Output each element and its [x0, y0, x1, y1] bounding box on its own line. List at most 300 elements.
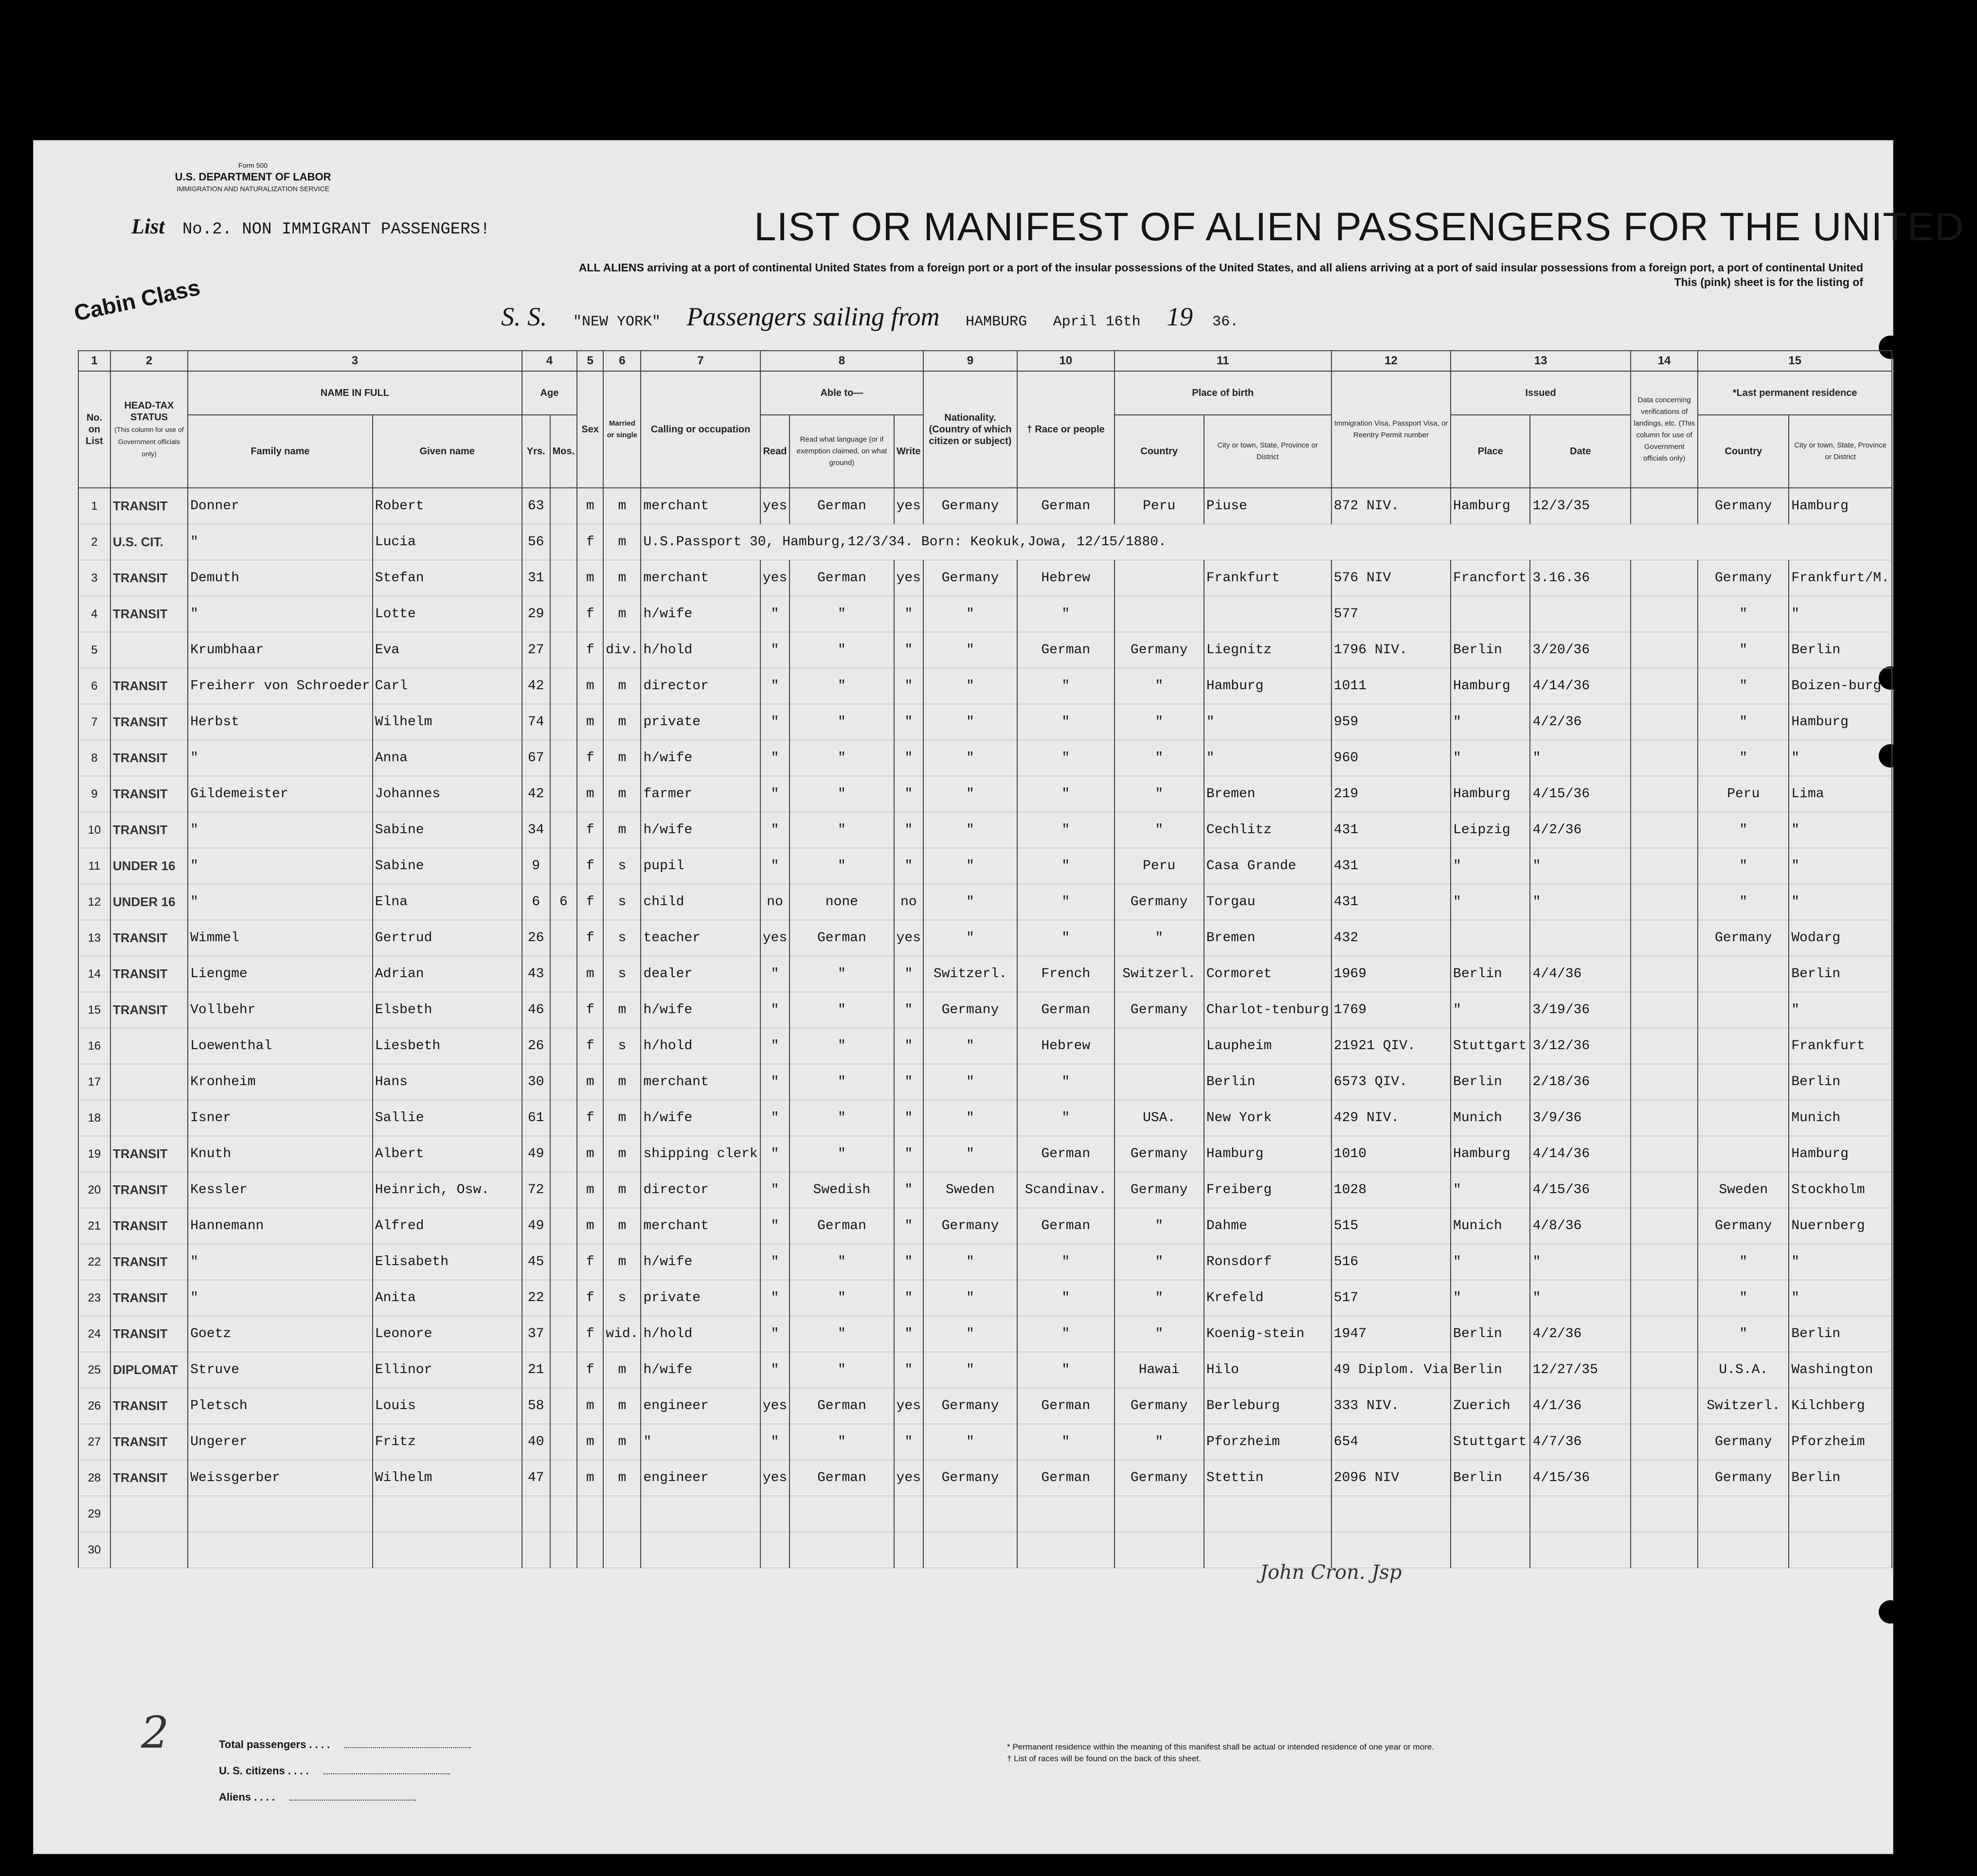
given-name: Sabine: [373, 812, 522, 848]
issued-place: Munich: [1451, 1208, 1530, 1244]
residence-city: Hamburg: [1789, 488, 1892, 524]
birth-country: ": [1114, 1244, 1204, 1280]
visa-number: [1331, 1496, 1451, 1532]
race: Scandinav.: [1017, 1172, 1114, 1208]
can-write: ": [894, 740, 923, 776]
can-write: ": [894, 1280, 923, 1316]
visa-number: 431: [1331, 812, 1451, 848]
head-tax-status: TRANSIT: [110, 1460, 188, 1496]
residence-city: Pforzheim: [1789, 1424, 1892, 1460]
list-label: List: [131, 214, 165, 238]
can-read: ": [760, 668, 790, 704]
issued-date: 4/14/36: [1530, 1136, 1631, 1172]
hdr-name-in-full: NAME IN FULL: [188, 371, 522, 415]
given-name: Stefan: [373, 560, 522, 596]
head-tax-status: DIPLOMAT: [110, 1352, 188, 1388]
family-name: Liengme: [188, 956, 373, 992]
table-row: [78, 1172, 1892, 1208]
hdr-yrs: Yrs.: [522, 415, 550, 488]
nationality: Germany: [923, 560, 1017, 596]
nationality: ": [923, 1316, 1017, 1352]
head-tax-status: TRANSIT: [110, 1208, 188, 1244]
residence-city: Hamburg: [1789, 1136, 1892, 1172]
issued-place: Zuerich: [1451, 1388, 1530, 1424]
age-months: [550, 740, 577, 776]
occupation: h/hold: [641, 632, 760, 668]
hdr-landing-data: Data concerning verifications of landings, etc. (This column for use of Government officials only): [1631, 371, 1698, 488]
can-read: yes: [760, 560, 790, 596]
race: ": [1017, 668, 1114, 704]
read-language: ": [790, 704, 894, 740]
sex: f: [577, 632, 603, 668]
occupation: h/wife: [641, 1244, 760, 1280]
sex: f: [577, 1100, 603, 1136]
race: Hebrew: [1017, 1028, 1114, 1064]
age-years: [522, 1532, 550, 1568]
issued-date: 3/9/36: [1530, 1100, 1631, 1136]
age-months: [550, 1208, 577, 1244]
sex: m: [577, 488, 603, 524]
nationality: ": [923, 848, 1017, 884]
issued-place: Berlin: [1451, 1352, 1530, 1388]
age-years: 56: [522, 524, 550, 560]
age-years: 74: [522, 704, 550, 740]
can-write: ": [894, 812, 923, 848]
occupation: dealer: [641, 956, 760, 992]
age-months: [550, 704, 577, 740]
issued-place: ": [1451, 1280, 1530, 1316]
hdr-no-on-list: No. on List: [78, 371, 110, 488]
can-write: ": [894, 992, 923, 1028]
nationality: [923, 1496, 1017, 1532]
issued-place: Hamburg: [1451, 1136, 1530, 1172]
given-name: Carl: [373, 668, 522, 704]
nationality: ": [923, 1028, 1017, 1064]
birth-city: [1204, 1496, 1331, 1532]
can-read: ": [760, 1064, 790, 1100]
read-language: ": [790, 956, 894, 992]
residence-country: Germany: [1698, 1460, 1789, 1496]
issued-place: ": [1451, 704, 1530, 740]
visa-number: 1769: [1331, 992, 1451, 1028]
residence-country: [1698, 1028, 1789, 1064]
head-tax-status: TRANSIT: [110, 1136, 188, 1172]
visa-number: 576 NIV: [1331, 560, 1451, 596]
marital-status: s: [603, 956, 641, 992]
read-language: ": [790, 668, 894, 704]
occupation: merchant: [641, 560, 760, 596]
can-read: ": [760, 1208, 790, 1244]
age-years: 63: [522, 488, 550, 524]
residence-city: Munich: [1789, 1100, 1892, 1136]
issued-date: ": [1530, 1244, 1631, 1280]
residence-country: U.S.A.: [1698, 1352, 1789, 1388]
landing-data: [1631, 992, 1698, 1028]
table-row: [78, 776, 1892, 812]
issued-date: 4/4/36: [1530, 956, 1631, 992]
given-name: Elisabeth: [373, 1244, 522, 1280]
nationality: ": [923, 920, 1017, 956]
birth-country: Germany: [1114, 992, 1204, 1028]
residence-country: ": [1698, 1316, 1789, 1352]
occupation: h/wife: [641, 740, 760, 776]
nationality: ": [923, 1424, 1017, 1460]
read-language: ": [790, 1352, 894, 1388]
head-tax-status: TRANSIT: [110, 560, 188, 596]
occupation: child: [641, 884, 760, 920]
head-tax-status: UNDER 16: [110, 848, 188, 884]
given-name: Alfred: [373, 1208, 522, 1244]
issued-date: 4/15/36: [1530, 1172, 1631, 1208]
footnote-residence: * Permanent residence within the meaning of this manifest shall be actual or intended residence of one year or more.: [1007, 1742, 1434, 1751]
given-name: Sabine: [373, 848, 522, 884]
issued-place: Stuttgart: [1451, 1028, 1530, 1064]
can-read: ": [760, 1424, 790, 1460]
residence-city: Hamburg: [1789, 704, 1892, 740]
occupation: h/wife: [641, 596, 760, 632]
marital-status: s: [603, 848, 641, 884]
residence-city: Berlin: [1789, 1460, 1892, 1496]
birth-country: [1114, 1532, 1204, 1568]
ss-label: S. S.: [501, 302, 547, 331]
birth-city: Casa Grande: [1204, 848, 1331, 884]
nationality: Germany: [923, 488, 1017, 524]
occupation: [641, 1496, 760, 1532]
sailing-label: Passengers sailing from: [686, 302, 940, 331]
nationality: Germany: [923, 1460, 1017, 1496]
year-prefix: 19: [1167, 302, 1193, 331]
residence-country: Germany: [1698, 488, 1789, 524]
can-read: ": [760, 596, 790, 632]
table-row: [78, 740, 1892, 776]
sex: f: [577, 1352, 603, 1388]
row-number: 9: [78, 776, 110, 812]
can-read: ": [760, 632, 790, 668]
can-read: yes: [760, 1388, 790, 1424]
age-months: [550, 596, 577, 632]
occupation: shipping clerk: [641, 1136, 760, 1172]
col-number: 7: [641, 351, 760, 371]
issued-date: [1530, 596, 1631, 632]
issued-date: 4/1/36: [1530, 1388, 1631, 1424]
race: German: [1017, 1208, 1114, 1244]
hdr-married: Married or single: [603, 371, 641, 488]
issued-place: Berlin: [1451, 1316, 1530, 1352]
issued-date: ": [1530, 1280, 1631, 1316]
row-number: 27: [78, 1424, 110, 1460]
passenger-table: [78, 350, 1892, 1568]
visa-number: 49 Diplom. Via: [1331, 1352, 1451, 1388]
age-years: 40: [522, 1424, 550, 1460]
can-write: ": [894, 848, 923, 884]
sex: m: [577, 776, 603, 812]
hdr-family-name: Family name: [188, 415, 373, 488]
row-number: 4: [78, 596, 110, 632]
can-read: ": [760, 812, 790, 848]
age-years: 72: [522, 1172, 550, 1208]
read-language: ": [790, 596, 894, 632]
form-number: Form 500: [238, 161, 268, 169]
given-name: Hans: [373, 1064, 522, 1100]
nationality: Switzerl.: [923, 956, 1017, 992]
landing-data: [1631, 1136, 1698, 1172]
marital-status: m: [603, 668, 641, 704]
read-language: German: [790, 1208, 894, 1244]
age-years: 26: [522, 920, 550, 956]
birth-country: ": [1114, 1208, 1204, 1244]
marital-status: s: [603, 920, 641, 956]
given-name: Sallie: [373, 1100, 522, 1136]
nationality: ": [923, 1100, 1017, 1136]
year-suffix: 36.: [1212, 314, 1239, 330]
visa-number: 577: [1331, 596, 1451, 632]
hdr-res-city: City or town, State, Province or District: [1789, 415, 1892, 488]
nationality: ": [923, 704, 1017, 740]
col-number: 9: [923, 351, 1017, 371]
head-tax-status: [110, 1496, 188, 1532]
age-months: [550, 776, 577, 812]
issued-date: 4/2/36: [1530, 1316, 1631, 1352]
residence-country: Peru: [1698, 776, 1789, 812]
given-name: Johannes: [373, 776, 522, 812]
issued-date: 3/12/36: [1530, 1028, 1631, 1064]
hdr-mos: Mos.: [550, 415, 577, 488]
visa-number: 517: [1331, 1280, 1451, 1316]
residence-country: Germany: [1698, 920, 1789, 956]
race: German: [1017, 632, 1114, 668]
given-name: Wilhelm: [373, 704, 522, 740]
footnote-races: † List of races will be found on the back of this sheet.: [1007, 1754, 1201, 1763]
visa-number: 516: [1331, 1244, 1451, 1280]
residence-city: ": [1789, 596, 1892, 632]
voyage-line: [501, 302, 1258, 332]
can-write: ": [894, 1064, 923, 1100]
sex: m: [577, 1136, 603, 1172]
birth-city: Berleburg: [1204, 1388, 1331, 1424]
marital-status: m: [603, 1172, 641, 1208]
cabin-class-stamp: Cabin Class: [72, 274, 202, 326]
birth-country: [1114, 596, 1204, 632]
birth-country: USA.: [1114, 1100, 1204, 1136]
visa-number: 6573 QIV.: [1331, 1064, 1451, 1100]
head-tax-status: TRANSIT: [110, 920, 188, 956]
given-name: [373, 1496, 522, 1532]
issued-place: ": [1451, 848, 1530, 884]
birth-country: Hawai: [1114, 1352, 1204, 1388]
birth-city: New York: [1204, 1100, 1331, 1136]
hdr-birth-country: Country: [1114, 415, 1204, 488]
issued-date: [1530, 920, 1631, 956]
sex: m: [577, 1424, 603, 1460]
residence-city: Frankfurt/M.: [1789, 560, 1892, 596]
residence-city: ": [1789, 992, 1892, 1028]
can-read: [760, 1496, 790, 1532]
residence-country: [1698, 992, 1789, 1028]
landing-data: [1631, 560, 1698, 596]
age-months: [550, 1532, 577, 1568]
head-tax-status: TRANSIT: [110, 1316, 188, 1352]
read-language: ": [790, 1064, 894, 1100]
age-months: [550, 488, 577, 524]
read-language: German: [790, 920, 894, 956]
issued-place: ": [1451, 884, 1530, 920]
age-months: [550, 1172, 577, 1208]
issued-place: [1451, 920, 1530, 956]
age-years: 29: [522, 596, 550, 632]
nationality: Germany: [923, 1388, 1017, 1424]
issued-place: Hamburg: [1451, 488, 1530, 524]
read-language: ": [790, 1136, 894, 1172]
residence-country: [1698, 1064, 1789, 1100]
read-language: ": [790, 776, 894, 812]
occupation: director: [641, 1172, 760, 1208]
birth-country: Switzerl.: [1114, 956, 1204, 992]
issued-date: ": [1530, 740, 1631, 776]
subtitle: [404, 260, 1863, 289]
hdr-able-to: Able to—: [760, 371, 923, 415]
family-name: Vollbehr: [188, 992, 373, 1028]
table-row: [78, 884, 1892, 920]
table-row: [78, 1064, 1892, 1100]
residence-city: Wodarg: [1789, 920, 1892, 956]
given-name: Fritz: [373, 1424, 522, 1460]
birth-city: Liegnitz: [1204, 632, 1331, 668]
occupation: farmer: [641, 776, 760, 812]
landing-data: [1631, 1496, 1698, 1532]
col-number: 8: [760, 351, 923, 371]
landing-data: [1631, 1388, 1698, 1424]
residence-city: [1789, 1496, 1892, 1532]
birth-city: ": [1204, 704, 1331, 740]
can-write: ": [894, 1244, 923, 1280]
residence-city: Nuernberg: [1789, 1208, 1892, 1244]
row-number: 18: [78, 1100, 110, 1136]
head-tax-status: TRANSIT: [110, 740, 188, 776]
issued-place: Munich: [1451, 1100, 1530, 1136]
occupation: h/hold: [641, 1316, 760, 1352]
hdr-race: † Race or people: [1017, 371, 1114, 488]
visa-number: 431: [1331, 848, 1451, 884]
residence-country: Switzerl.: [1698, 1388, 1789, 1424]
age-months: [550, 1496, 577, 1532]
row-number: 14: [78, 956, 110, 992]
sex: m: [577, 1460, 603, 1496]
table-row: [78, 1496, 1892, 1532]
race: ": [1017, 596, 1114, 632]
age-years: 58: [522, 1388, 550, 1424]
row-number: 7: [78, 704, 110, 740]
birth-country: Germany: [1114, 1460, 1204, 1496]
age-years: 27: [522, 632, 550, 668]
col-number: 4: [522, 351, 577, 371]
head-tax-status: [110, 1064, 188, 1100]
age-months: [550, 560, 577, 596]
marital-status: s: [603, 1280, 641, 1316]
list-number: [131, 214, 490, 239]
age-months: [550, 920, 577, 956]
marital-status: [603, 1496, 641, 1532]
landing-data: [1631, 1064, 1698, 1100]
nationality: ": [923, 632, 1017, 668]
table-row: [78, 1244, 1892, 1280]
given-name: Louis: [373, 1388, 522, 1424]
sex: f: [577, 884, 603, 920]
sex: f: [577, 1280, 603, 1316]
table-row: [78, 488, 1892, 524]
residence-country: [1698, 1496, 1789, 1532]
issued-date: 4/8/36: [1530, 1208, 1631, 1244]
birth-country: ": [1114, 776, 1204, 812]
ship-name: "NEW YORK": [573, 314, 661, 330]
issued-date: 4/7/36: [1530, 1424, 1631, 1460]
head-tax-status: [110, 632, 188, 668]
landing-data: [1631, 1028, 1698, 1064]
age-months: [550, 668, 577, 704]
given-name: Lucia: [373, 524, 522, 560]
race: ": [1017, 1352, 1114, 1388]
age-months: [550, 1100, 577, 1136]
table-row: [78, 632, 1892, 668]
hdr-issued-date: Date: [1530, 415, 1631, 488]
head-tax-status: TRANSIT: [110, 1424, 188, 1460]
visa-number: 1947: [1331, 1316, 1451, 1352]
birth-country: ": [1114, 740, 1204, 776]
landing-data: [1631, 1100, 1698, 1136]
sex: f: [577, 740, 603, 776]
issued-date: 3.16.36: [1530, 560, 1631, 596]
birth-country: Peru: [1114, 488, 1204, 524]
age-years: 34: [522, 812, 550, 848]
age-years: 49: [522, 1136, 550, 1172]
birth-city: Berlin: [1204, 1064, 1331, 1100]
race: French: [1017, 956, 1114, 992]
age-months: [550, 1244, 577, 1280]
landing-data: [1631, 1208, 1698, 1244]
issued-place: Leipzig: [1451, 812, 1530, 848]
marital-status: m: [603, 1064, 641, 1100]
birth-city: Bremen: [1204, 920, 1331, 956]
family-name: [188, 1532, 373, 1568]
aliens: [219, 1784, 471, 1810]
sex: f: [577, 524, 603, 560]
residence-country: Sweden: [1698, 1172, 1789, 1208]
passport-note: U.S.Passport 30, Hamburg,12/3/34. Born: Keokuk,Jowa, 12/15/1880.: [641, 524, 1892, 560]
visa-number: 2096 NIV: [1331, 1460, 1451, 1496]
landing-data: [1631, 920, 1698, 956]
issued-date: [1530, 1496, 1631, 1532]
visa-number: 515: [1331, 1208, 1451, 1244]
table-row: [78, 1100, 1892, 1136]
landing-data: [1631, 1424, 1698, 1460]
given-name: Wilhelm: [373, 1460, 522, 1496]
head-tax-status: TRANSIT: [110, 668, 188, 704]
can-read: ": [760, 1352, 790, 1388]
landing-data: [1631, 1460, 1698, 1496]
table-row: [78, 1424, 1892, 1460]
family-name: Krumbhaar: [188, 632, 373, 668]
race: ": [1017, 1244, 1114, 1280]
age-years: 42: [522, 668, 550, 704]
birth-city: ": [1204, 740, 1331, 776]
read-language: ": [790, 632, 894, 668]
sex: m: [577, 1172, 603, 1208]
can-write: ": [894, 704, 923, 740]
landing-data: [1631, 812, 1698, 848]
visa-number: 1011: [1331, 668, 1451, 704]
residence-country: [1698, 956, 1789, 992]
residence-country: ": [1698, 632, 1789, 668]
residence-country: Germany: [1698, 1208, 1789, 1244]
